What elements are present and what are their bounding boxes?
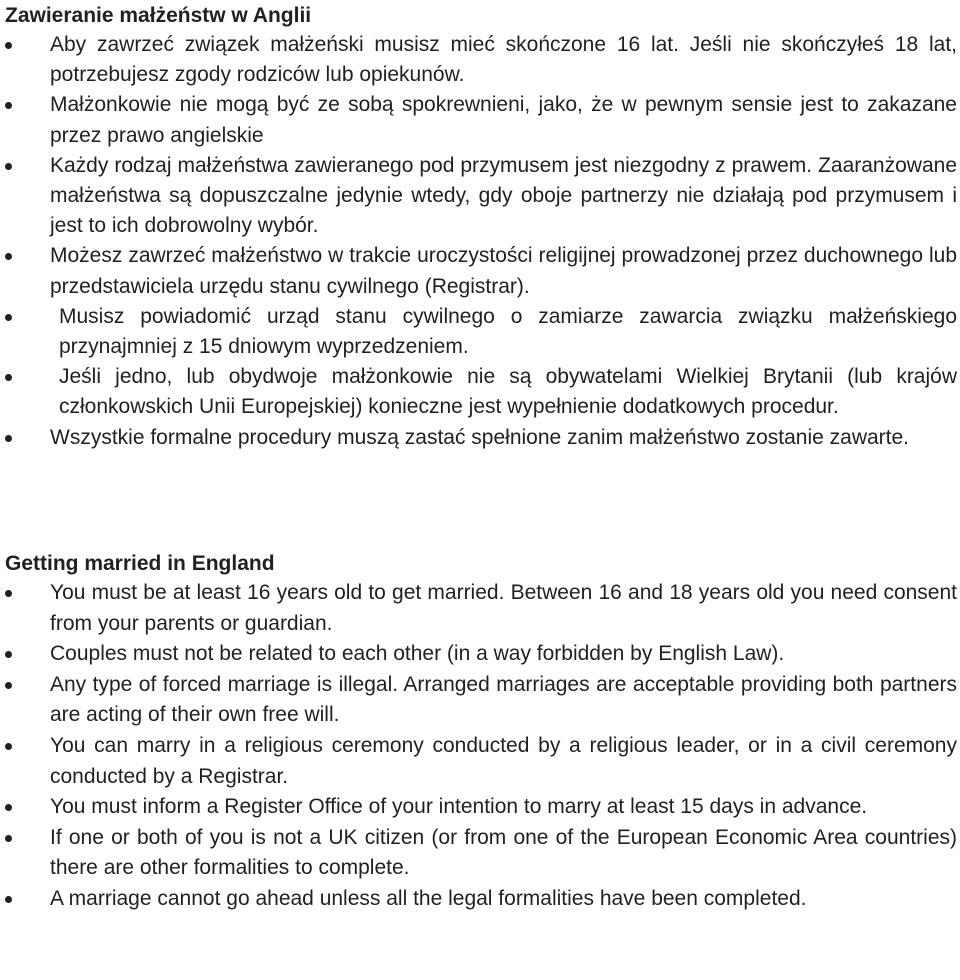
- english-item: You must inform a Register Office of your intention to marry at least 15 days in advance.: [0, 792, 960, 823]
- polish-item: Aby zawrzeć związek małżeński musisz mieć skończone 16 lat. Jeśli nie skończyłeś 18 lat, potrzebujesz zgody rodziców lub opiekunów.: [0, 30, 960, 90]
- bullet-icon: [5, 835, 12, 842]
- english-item: You must be at least 16 years old to get married. Between 16 and 18 years old you need consent from your parents or guardian.: [0, 578, 960, 639]
- polish-section: [0, 1, 960, 453]
- polish-item: Każdy rodzaj małżeństwa zawieranego pod przymusem jest niezgodny z prawem. Zaaranżowane małżeństwa są dopuszczalne jedynie wtedy, gdy oboje partnerzy nie działają pod przymusem i jest to ich dobrowolny wybór.: [0, 151, 960, 242]
- bullet-icon: [5, 163, 12, 170]
- english-section: [0, 549, 960, 915]
- polish-item: Wszystkie formalne procedury muszą zastać spełnione zanim małżeństwo zostanie zawarte.: [0, 423, 960, 453]
- bullet-icon: [5, 651, 12, 658]
- polish-bullet-list: [0, 30, 960, 453]
- english-item: You can marry in a religious ceremony conducted by a religious leader, or in a civil ceremony conducted by a Registrar.: [0, 731, 960, 792]
- bullet-icon: [5, 682, 12, 689]
- bullet-icon: [5, 804, 12, 811]
- polish-heading: Zawieranie małżeństw w Anglii: [5, 4, 312, 27]
- bullet-icon: [5, 314, 12, 321]
- bullet-icon: [5, 590, 12, 597]
- polish-item: Małżonkowie nie mogą być ze sobą spokrewnieni, jako, że w pewnym sensie jest to zakazane przez prawo angielskie: [0, 90, 960, 150]
- english-item: Couples must not be related to each other (in a way forbidden by English Law).: [0, 639, 960, 670]
- english-item: A marriage cannot go ahead unless all the legal formalities have been completed.: [0, 884, 960, 915]
- bullet-icon: [5, 435, 12, 442]
- bullet-icon: [5, 896, 12, 903]
- polish-item: Jeśli jedno, lub obydwoje małżonkowie nie są obywatelami Wielkiej Brytanii (lub krajów członkowskich Unii Europejskiej) konieczne jest wypełnienie dodatkowych procedur.: [0, 362, 960, 422]
- polish-item: Możesz zawrzeć małżeństwo w trakcie uroczystości religijnej prowadzonej przez duchownego lub przedstawiciela urzędu stanu cywilnego (Registrar).: [0, 241, 960, 301]
- bullet-icon: [5, 743, 12, 750]
- english-bullet-list: [0, 578, 960, 915]
- bullet-icon: [5, 102, 12, 109]
- english-item: If one or both of you is not a UK citizen (or from one of the European Economic Area countries) there are other formalities to complete.: [0, 823, 960, 884]
- bullet-icon: [5, 374, 12, 381]
- polish-item: Musisz powiadomić urząd stanu cywilnego o zamiarze zawarcia związku małżeńskiego przynajmniej z 15 dniowym wyprzedzeniem.: [0, 302, 960, 362]
- english-item: Any type of forced marriage is illegal. Arranged marriages are acceptable providing both partners are acting of their own free will.: [0, 670, 960, 731]
- bullet-icon: [5, 42, 12, 49]
- bullet-icon: [5, 253, 12, 260]
- english-heading: Getting married in England: [5, 552, 275, 575]
